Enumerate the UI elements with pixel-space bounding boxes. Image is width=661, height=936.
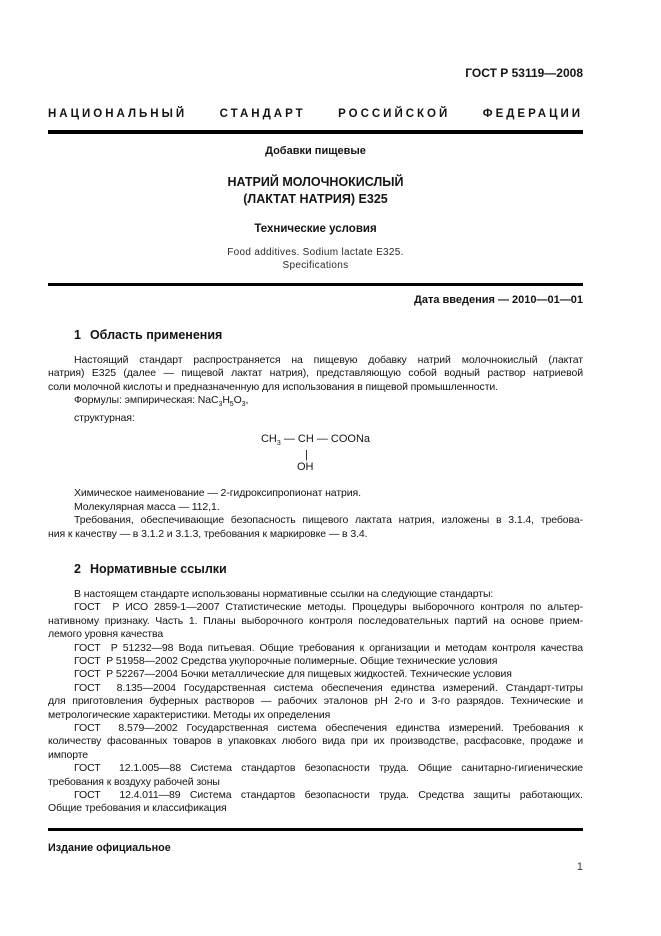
- subscript: 3: [241, 401, 246, 409]
- subscript: 5: [229, 401, 234, 409]
- gost-reference-line: ГОСТ Р 51958—2002 Средства укупорочные полимерные. Общие технические условия: [74, 654, 498, 667]
- gost-reference-line: ГОСТ Р 51232—98 Вода питьевая. Общие требования к организации и методам контроля качества: [74, 641, 583, 654]
- gost-reference-line: ГОСТ Р ИСО 2859-1—2007 Статистические методы. Процедуры выборочного контроля по альтер-: [74, 601, 583, 614]
- section-1-title: Область применения: [89, 328, 223, 342]
- section-2-number: 2: [74, 561, 81, 576]
- gost-reference-line: ГОСТ 12.4.011—89 Система стандартов безопасности труда. Средства защиты работающих.: [74, 789, 583, 802]
- molecular-mass: Молекулярная масса — 112,1.: [74, 500, 220, 513]
- document-title-line2: (ЛАКТАТ НАТРИЯ) Е325: [243, 191, 388, 206]
- title-rule: [48, 283, 583, 286]
- gost-reference-line: лемого уровня качества: [48, 628, 164, 641]
- header-rule: [48, 130, 583, 134]
- bond-line: |: [304, 449, 308, 462]
- gost-reference-line: количеству фасованных товаров в упаковках любого вида при их производстве, расфасовке, продаже и: [48, 735, 583, 748]
- doc-code: ГОСТ Р 53119—2008: [465, 66, 583, 80]
- edition-note: Издание официальное: [48, 841, 171, 854]
- document-title-line1: НАТРИЙ МОЛОЧНОКИСЛЫЙ: [227, 175, 404, 189]
- requirements-line: ния к качеству — в 3.1.2 и 3.1.3, требования к маркировке — в 3.4.: [48, 527, 368, 540]
- standard-type-heading: НАЦИОНАЛЬНЫЙ СТАНДАРТ РОССИЙСКОЙ ФЕДЕРАЦИИ: [48, 108, 583, 120]
- footer-rule: [48, 828, 583, 831]
- document-title-english-line1: Food additives. Sodium lactate E325.: [227, 247, 404, 258]
- document-title-english: [48, 246, 583, 272]
- chemical-name: Химическое наименование — 2-гидроксипропионат натрия.: [74, 487, 361, 500]
- section-1-heading: [48, 328, 583, 343]
- subscript: 3: [276, 440, 281, 448]
- document-group-title: Добавки пищевые: [265, 145, 366, 157]
- section-2-heading: [48, 562, 583, 577]
- structural-formula-label: структурная:: [74, 411, 135, 424]
- scope-paragraph: [48, 354, 583, 425]
- gost-reference-line: требования к воздуху рабочей зоны: [48, 775, 220, 788]
- hydroxyl-group: OH: [296, 461, 314, 474]
- chemical-info-paragraph: [48, 487, 583, 541]
- structural-formula: [261, 433, 370, 474]
- document-title-english-line2: Specifications: [282, 260, 349, 271]
- normative-references: [48, 588, 583, 816]
- normative-refs-intro: В настоящем стандарте использованы нормативные ссылки на следующие стандарты:: [74, 587, 494, 600]
- effective-date: Дата введения — 2010—01—01: [414, 294, 583, 306]
- gost-reference-line: ГОСТ 8.579—2002 Государственная система обеспечения единства измерений. Требования к: [74, 722, 583, 734]
- gost-reference-line: для приготовления буферных растворов — рабочих эталонов pH 2-го и 3-го разрядов. Технические и: [48, 695, 583, 708]
- structural-formula-chain: $CH_3$ — CH — COONa: [260, 433, 371, 448]
- subscript: 3: [218, 401, 223, 409]
- gost-reference-line: Общие требования и классификация: [48, 802, 227, 815]
- section-1-number: 1: [74, 328, 81, 342]
- gost-reference-line: метрологические характеристики. Методы их определения: [48, 708, 331, 721]
- scope-line: Настоящий стандарт распространяется на пищевую добавку натрий молочнокислый (лактат: [74, 354, 583, 366]
- gost-reference-line: нативному признаку. Часть 1. Планы выборочного контроля последовательных партий на основе прием-: [48, 614, 583, 627]
- gost-reference-line: импорте: [48, 748, 89, 761]
- document-title: [48, 174, 583, 207]
- requirements-line: Требования, обеспечивающие безопасность пищевого лактата натрия, изложены в 3.1.4, требова-: [74, 514, 583, 527]
- scope-line: натрия) Е325 (далее — пищевой лактат натрия), представляющую собой водный раствор натриевой: [48, 367, 583, 380]
- empirical-formula-line: Формулы: эмпирическая: $NaC_3H_5O_3$,: [74, 394, 249, 409]
- gost-reference-line: ГОСТ 8.135—2004 Государственная система обеспечения единства измерений. Стандарт-титры: [74, 681, 583, 694]
- page-content: [48, 0, 583, 874]
- gost-reference-line: ГОСТ Р 52267—2004 Бочки металлические для пищевых жидкостей. Технические условия: [74, 668, 512, 681]
- scope-line: соли молочной кислоты и предназначенную для использования в пищевой промышленности.: [48, 380, 498, 393]
- section-2-title: Нормативные ссылки: [89, 561, 227, 576]
- gost-reference-line: ГОСТ 12.1.005—88 Система стандартов безопасности труда. Общие санитарно-гигиенические: [74, 762, 583, 775]
- page-number: 1: [576, 860, 583, 873]
- document-subtitle: Технические условия: [254, 223, 377, 235]
